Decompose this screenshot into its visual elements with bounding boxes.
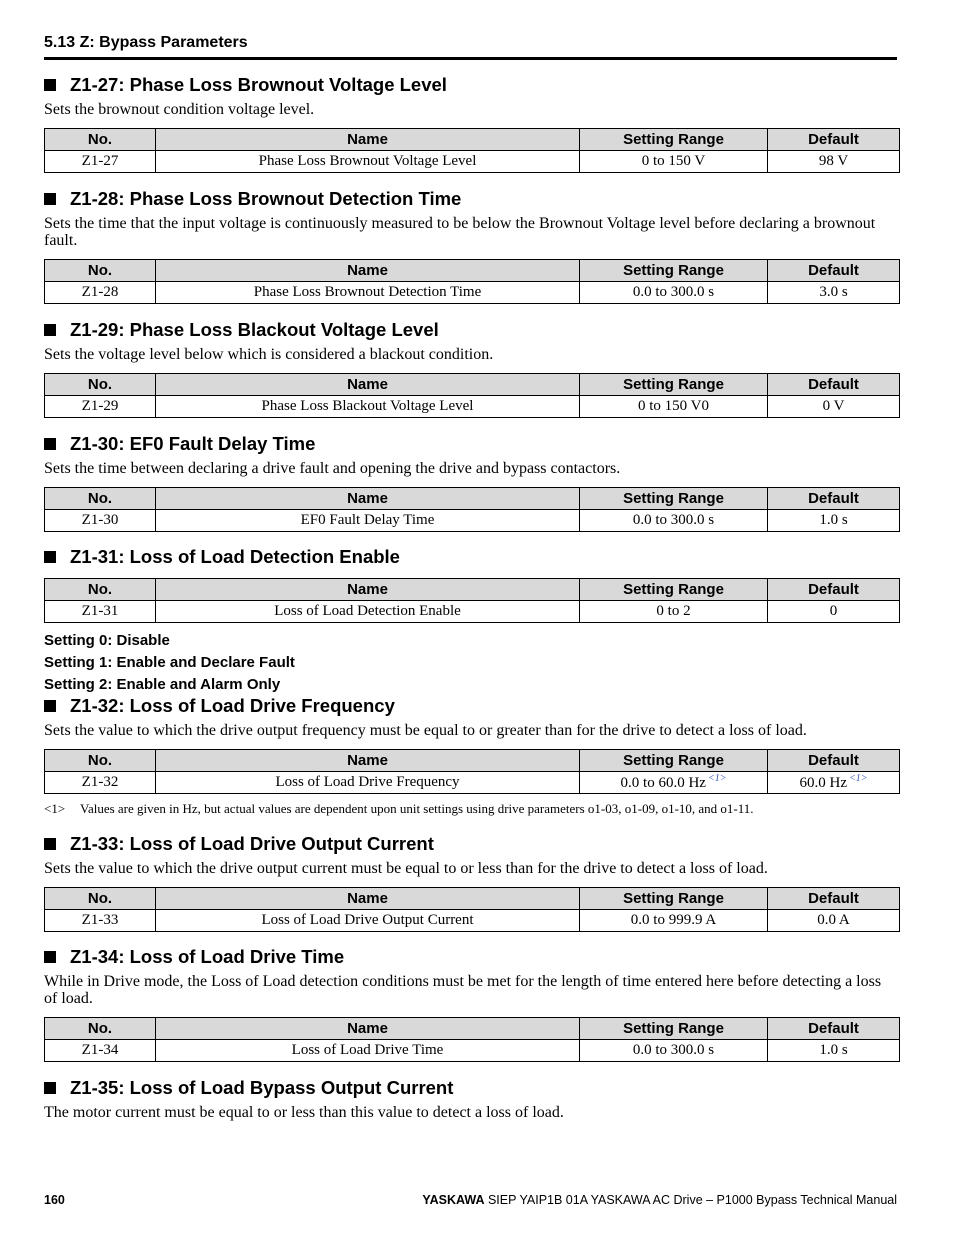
table-row: Z1-28 Phase Loss Brownout Detection Time 0.0 to 300.0 s 3.0 s bbox=[45, 282, 900, 304]
table-row: Z1-30 EF0 Fault Delay Time 0.0 to 300.0 s 1.0 s bbox=[45, 510, 900, 532]
section-title: Z1-27: Phase Loss Brownout Voltage Level bbox=[44, 73, 897, 97]
bullet-square-icon bbox=[44, 79, 56, 91]
parameter-table bbox=[44, 373, 900, 418]
table-header-row: No. Name Setting Range Default bbox=[45, 260, 900, 282]
manual-title: YASKAWA SIEP YAIP1B 01A YASKAWA AC Drive – P1000 Bypass Technical Manual bbox=[422, 1193, 897, 1207]
section-description: While in Drive mode, the Loss of Load detection conditions must be met for the length of time entered here before detecting a loss of load. bbox=[44, 973, 882, 1007]
footnote bbox=[44, 801, 897, 817]
section-title: Z1-32: Loss of Load Drive Frequency bbox=[44, 694, 897, 718]
table-header-row: No. Name Setting Range Default bbox=[45, 888, 900, 910]
section-z1-30 bbox=[44, 432, 897, 532]
section-title: Z1-28: Phase Loss Brownout Detection Time bbox=[44, 187, 897, 211]
footnote-marker: <1> bbox=[44, 801, 66, 816]
section-z1-28 bbox=[44, 187, 897, 304]
table-header-row: No. Name Setting Range Default bbox=[45, 1018, 900, 1040]
parameter-table bbox=[44, 887, 900, 932]
section-title: Z1-30: EF0 Fault Delay Time bbox=[44, 432, 897, 456]
page-number: 160 bbox=[44, 1193, 65, 1207]
setting-0: Setting 0: Disable bbox=[44, 632, 170, 649]
section-header: 5.13 Z: Bypass Parameters bbox=[44, 33, 897, 60]
section-description: The motor current must be equal to or less than this value to detect a loss of load. bbox=[44, 1104, 564, 1121]
section-z1-31 bbox=[44, 545, 897, 696]
table-header-row: No. Name Setting Range Default bbox=[45, 579, 900, 601]
section-title: Z1-31: Loss of Load Detection Enable bbox=[44, 545, 897, 569]
section-description: Sets the time between declaring a drive fault and opening the drive and bypass contactors. bbox=[44, 460, 621, 477]
parameter-table bbox=[44, 1017, 900, 1062]
section-title: Z1-35: Loss of Load Bypass Output Current bbox=[44, 1076, 897, 1100]
bullet-square-icon bbox=[44, 193, 56, 205]
bullet-square-icon bbox=[44, 438, 56, 450]
section-description: Sets the time that the input voltage is continuously measured to be below the Brownout Voltage level before declaring a brownout fault. bbox=[44, 215, 876, 249]
table-header-row: No. Name Setting Range Default bbox=[45, 750, 900, 772]
footnote-link[interactable]: <1> bbox=[707, 773, 727, 784]
parameter-table bbox=[44, 749, 900, 794]
footnote-link[interactable]: <1> bbox=[849, 773, 868, 784]
section-description: Sets the brownout condition voltage level. bbox=[44, 101, 315, 118]
section-description: Sets the voltage level below which is considered a blackout condition. bbox=[44, 346, 494, 363]
table-row: Z1-34 Loss of Load Drive Time 0.0 to 300.0 s 1.0 s bbox=[45, 1040, 900, 1062]
bullet-square-icon bbox=[44, 1082, 56, 1094]
parameter-table bbox=[44, 487, 900, 532]
table-row: Z1-33 Loss of Load Drive Output Current 0.0 to 999.9 A 0.0 A bbox=[45, 910, 900, 932]
parameter-table bbox=[44, 259, 900, 304]
table-row: Z1-31 Loss of Load Detection Enable 0 to 2 0 bbox=[45, 601, 900, 623]
section-z1-29 bbox=[44, 318, 897, 418]
section-z1-27 bbox=[44, 73, 897, 173]
bullet-square-icon bbox=[44, 700, 56, 712]
parameter-table bbox=[44, 578, 900, 623]
bullet-square-icon bbox=[44, 324, 56, 336]
section-title: Z1-29: Phase Loss Blackout Voltage Level bbox=[44, 318, 897, 342]
table-row: Z1-29 Phase Loss Blackout Voltage Level 0 to 150 V0 0 V bbox=[45, 396, 900, 418]
parameter-table bbox=[44, 128, 900, 173]
table-row: Z1-27 Phase Loss Brownout Voltage Level 0 to 150 V 98 V bbox=[45, 151, 900, 173]
section-z1-33 bbox=[44, 832, 897, 932]
bullet-square-icon bbox=[44, 951, 56, 963]
bullet-square-icon bbox=[44, 551, 56, 563]
table-header-row: No. Name Setting Range Default bbox=[45, 129, 900, 151]
setting-1: Setting 1: Enable and Declare Fault bbox=[44, 654, 295, 671]
section-z1-32 bbox=[44, 694, 897, 817]
setting-2: Setting 2: Enable and Alarm Only bbox=[44, 676, 281, 693]
section-title: Z1-33: Loss of Load Drive Output Current bbox=[44, 832, 897, 856]
section-description: Sets the value to which the drive output frequency must be equal to or greater than for the drive to detect a loss of load. bbox=[44, 722, 807, 739]
bullet-square-icon bbox=[44, 838, 56, 850]
section-z1-35 bbox=[44, 1076, 897, 1121]
section-title: Z1-34: Loss of Load Drive Time bbox=[44, 945, 897, 969]
brand-name: YASKAWA bbox=[422, 1193, 485, 1207]
section-description: Sets the value to which the drive output current must be equal to or less than for the drive to detect a loss of load. bbox=[44, 860, 768, 877]
section-z1-34 bbox=[44, 945, 897, 1062]
table-row: Z1-32 Loss of Load Drive Frequency 0.0 to 60.0 Hz $^{<1>}$ 60.0 Hz $^{<1>}$ bbox=[45, 772, 900, 794]
settings-list bbox=[44, 630, 897, 696]
table-header-row: No. Name Setting Range Default bbox=[45, 488, 900, 510]
page-footer bbox=[44, 1193, 897, 1211]
table-header-row: No. Name Setting Range Default bbox=[45, 374, 900, 396]
footnote-text: Values are given in Hz, but actual values are dependent upon unit settings using drive parameters o1-03, o1-09, o1-10, and o1-11. bbox=[80, 801, 754, 816]
